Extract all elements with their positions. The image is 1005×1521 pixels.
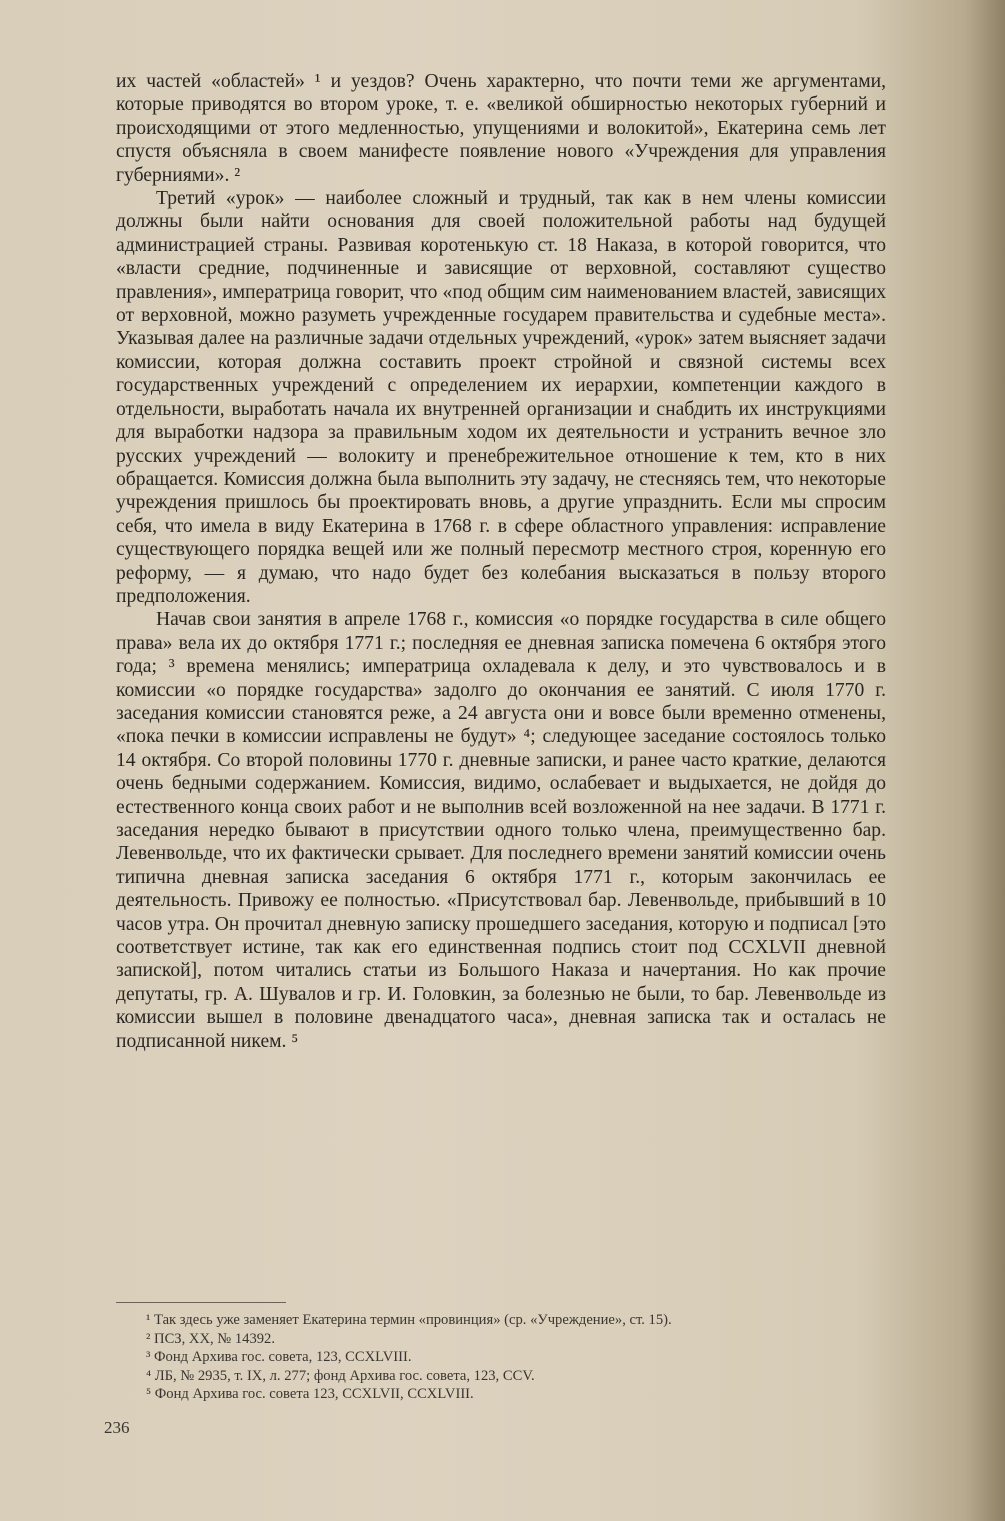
footnote-4: ⁴ ЛБ, № 2935, т. IX, л. 277; фонд Архива гос. совета, 123, CCV. (146, 1367, 535, 1384)
paragraph-2: Третий «урок» — наиболее сложный и трудный, так как в нем члены комиссии должны были найти основания для своей положительной работы над будущей администрацией страны. Развивая коротенькую ст. 18 Наказа, в которой говорится, что «власти средние, подчиненные и зависящие от верховной, составляют существо правления», императрица говорит, что «под общим сим наименованием властей, зависящих от верховной, можно разуметь учрежденные государем правительства и судебные места». Указывая далее на различные задачи отдельных учреждений, «урок» затем выясняет задачи комиссии, которая должна составить проект стройной и связной системы всех государственных учреждений с определением их иерархии, компетенции каждого в отдельности, выработать начала их внутренней организации и снабдить их инструкциями для выработки надзора за правильным ходом их деятельности и устранить вечное зло русских учреждений — волокиту и пренебрежительное отношение к тем, кто в них обращается. Комиссия должна была выполнить эту задачу, не стесняясь тем, что некоторые учреждения пришлось бы проектировать вновь, а другие упразднить. Если мы спросим себя, что имела в виду Екатерина в 1768 г. в сфере областного управления: исправление существующего порядка вещей или же полный пересмотр местного строя, коренную его реформу, — я думаю, что надо будет без колебания высказаться в пользу второго предположения. (116, 188, 886, 607)
paragraph-3: Начав свои занятия в апреле 1768 г., комиссия «о порядке государства в силе общего права» вела их до октября 1771 г.; последняя ее дневная записка помечена 6 октября этого года; ³ времена менялись; императрица охладевала к делу, и это чувствовалось и в комиссии «о порядке государства» задолго до окончания ее занятий. С июля 1770 г. заседания комиссии становятся реже, а 24 августа они и вовсе были временно отменены, «пока печки в комиссии исправлены не будут» ⁴; следующее заседание состоялось только 14 октября. Со второй половины 1770 г. дневные записки, и ранее часто краткие, делаются очень бедными содержанием. Комиссия, видимо, ослабевает и выдыхается, не дойдя до естественного конца своих работ и не выполнив всей возложенной на нее задачи. В 1771 г. заседания нередко бывают в присутствии одного только члена, преимущественно бар. Левенвольде, что их фактически срывает. Для последнего времени занятий комиссии очень типична дневная записка заседания 6 октября 1771 г., которым закончилась ее деятельность. Привожу ее полностью. «Присутствовал бар. Левенвольде, прибывший в 10 часов утра. Он прочитал дневную записку прошедшего заседания, которую и подписал [это соответствует истине, так как его единственная подпись стоит под CCXLVII дневной запиской], потом читались статьи из Большого Наказа и начертания. Но как прочие депутаты, гр. А. Шувалов и гр. И. Головкин, за болезнью не были, то бар. Левенвольде из комиссии вышел в половине двенадцатого часа», дневная записка так и осталась не подписанной никем. ⁵ (116, 609, 886, 1052)
page-number: 236 (104, 1418, 130, 1437)
footnote-divider (116, 1302, 286, 1303)
footnote-2: ² ПСЗ, XX, № 14392. (146, 1330, 275, 1347)
footnote-1: ¹ Так здесь уже заменяет Екатерина термин «провинция» (ср. «Учреждение», ст. 15). (146, 1312, 672, 1328)
footnotes (116, 1302, 886, 1404)
body-text (116, 70, 886, 1053)
footnote-3: ³ Фонд Архива гос. совета, 123, CCXLVIII. (146, 1349, 412, 1366)
paragraph-1: их частей «областей» ¹ и уездов? Очень характерно, что почти теми же аргументами, которые приводятся во втором уроке, т. е. «великой обширностью некоторых губерний и происходящими от этого медленностью, упущениями и волокитой», Екатерина семь лет спустя объясняла в своем манифесте появление нового «Учреждения для управления губерниями». ² (116, 71, 886, 186)
footnote-5: ⁵ Фонд Архива гос. совета 123, CCXLVII, CCXLVIII. (146, 1386, 474, 1403)
